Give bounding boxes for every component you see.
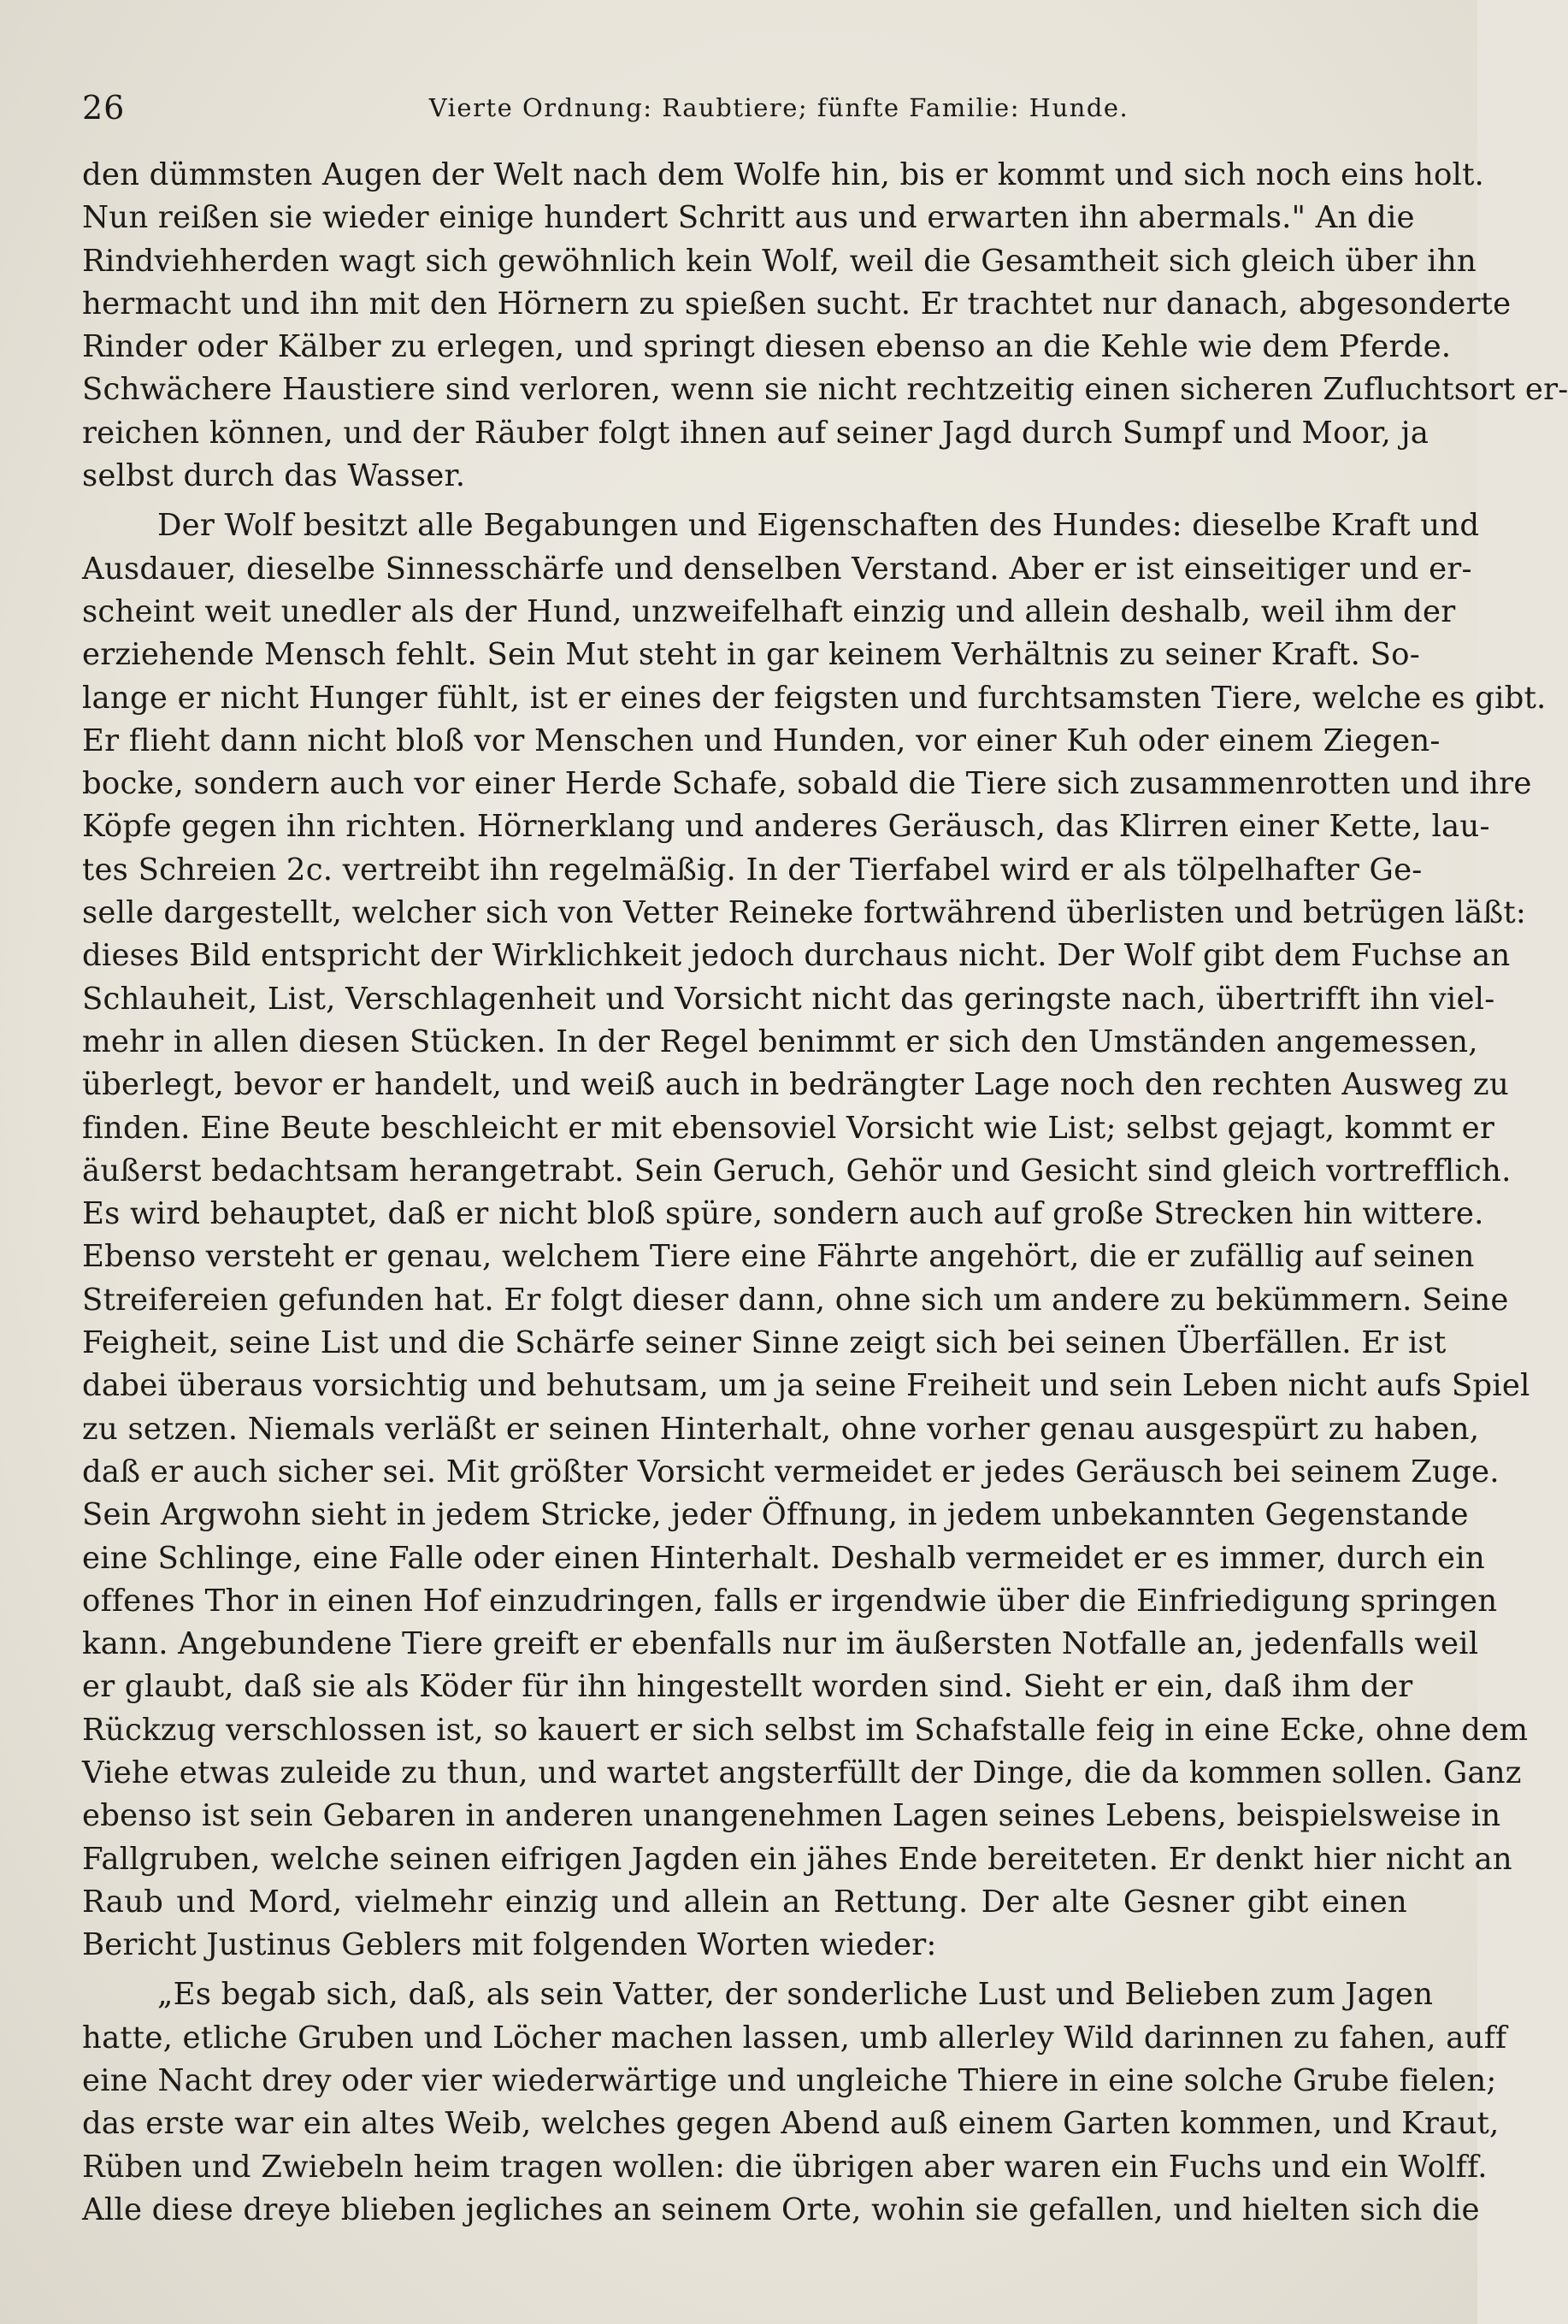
text-line: daß er auch sicher sei. Mit größter Vorsicht vermeidet er jedes Geräusch bei seinem Zuge. <box>82 1454 1500 1489</box>
text-line: Er flieht dann nicht bloß vor Menschen und Hunden, vor einer Kuh oder einem Ziegen- <box>82 723 1441 758</box>
text-line: offenes Thor in einen Hof einzudringen, falls er irgendwie über die Einfriedigung springen <box>82 1583 1498 1619</box>
text-line: Der Wolf besitzt alle Begabungen und Eigenschaften des Hundes: dieselbe Kraft und <box>157 508 1480 544</box>
text-line: Köpfe gegen ihn richten. Hörnerklang und anderes Geräusch, das Klirren einer Kette, lau- <box>82 809 1490 845</box>
text-line: Viehe etwas zuleide zu thun, und wartet angsterfüllt der Dinge, die da kommen sollen. Ganz <box>82 1755 1522 1790</box>
text-line: Feigheit, seine List und die Schärfe seiner Sinne zeigt sich bei seinen Überfällen. Er ist <box>82 1325 1447 1361</box>
paragraph-gap <box>82 1967 1407 1973</box>
page-number: 26 <box>82 89 126 127</box>
text-line: bocke, sondern auch vor einer Herde Schafe, sobald die Tiere sich zusammenrotten und ihre <box>82 766 1532 802</box>
text-line: Schlauheit, List, Verschlagenheit und Vorsicht nicht das geringste nach, übertrifft ihn viel- <box>82 981 1495 1017</box>
text-line: selle dargestellt, welcher sich von Vetter Reineke fortwährend überlisten und betrügen läßt: <box>82 895 1526 931</box>
text-line: erziehende Mensch fehlt. Sein Mut steht in gar keinem Verhältnis zu seiner Kraft. So- <box>82 637 1420 673</box>
text-line: er glaubt, daß sie als Köder für ihn hingestellt worden sind. Sieht er ein, daß ihm der <box>82 1669 1413 1705</box>
text-line: Rinder oder Kälber zu erlegen, und springt diesen ebenso an die Kehle wie dem Pferde. <box>82 329 1452 365</box>
text-line: Rückzug verschlossen ist, so kauert er sich selbst im Schafstalle feig in eine Ecke, ohne dem <box>82 1712 1529 1748</box>
text-line: den dümmsten Augen der Welt nach dem Wolfe hin, bis er kommt und sich noch eins holt. <box>82 157 1485 192</box>
text-line: Streifereien gefunden hat. Er folgt dieser dann, ohne sich um andere zu bekümmern. Seine <box>82 1282 1509 1318</box>
page-header <box>82 82 1399 133</box>
running-head: Vierte Ordnung: Raubtiere; fünfte Familie: Hunde. <box>428 93 1129 122</box>
text-line: dabei überaus vorsichtig und behutsam, um ja seine Freiheit und sein Leben nicht aufs Spiel <box>82 1368 1530 1404</box>
text-line: äußerst bedachtsam herangetrabt. Sein Geruch, Gehör und Gesicht sind gleich vortrefflich. <box>82 1153 1512 1189</box>
paragraph <box>82 1973 1507 2232</box>
text-line: das erste war ein altes Weib, welches gegen Abend auß einem Garten kommen, und Kraut, <box>82 2106 1500 2142</box>
text-line: Nun reißen sie wieder einige hundert Schritt aus und erwarten ihn abermals." An die <box>82 200 1415 236</box>
text-line: Alle diese dreye blieben jegliches an seinem Orte, wohin sie gefallen, und hielten sich die <box>82 2191 1480 2227</box>
text-line: Fallgruben, welche seinen eifrigen Jagden ein jähes Ende bereiteten. Er denkt hier nicht an <box>82 1841 1512 1877</box>
text-line: ebenso ist sein Gebaren in anderen unangenehmen Lagen seines Lebens, beispielsweise in <box>82 1798 1501 1834</box>
text-line: zu setzen. Niemals verläßt er seinen Hinterhalt, ohne vorher genau ausgespürt zu haben, <box>82 1411 1480 1447</box>
text-line: kann. Angebundene Tiere greift er ebenfalls nur im äußersten Notfalle an, jedenfalls weil <box>82 1626 1479 1662</box>
text-line: Sein Argwohn sieht in jedem Stricke, jeder Öffnung, in jedem unbekannten Gegenstande <box>82 1497 1469 1533</box>
text-line: reichen können, und der Räuber folgt ihnen auf seiner Jagd durch Sumpf und Moor, ja <box>82 415 1429 451</box>
text-line: eine Nacht drey oder vier wiederwärtige und ungleiche Thiere in eine solche Grube fielen; <box>82 2063 1497 2099</box>
text-line: Raub und Mord, vielmehr einzig und allein an Rettung. Der alte Gesner gibt einen <box>82 1884 1407 1920</box>
text-line: eine Schlinge, eine Falle oder einen Hinterhalt. Deshalb vermeidet er es immer, durch ein <box>82 1540 1485 1576</box>
text-line: tes Schreien 2c. vertreibt ihn regelmäßig. In der Tierfabel wird er als tölpelhafter Ge- <box>82 852 1423 888</box>
text-line: Ausdauer, dieselbe Sinnesschärfe und denselben Verstand. Aber er ist einseitiger und er- <box>82 551 1472 587</box>
text-line: hermacht und ihn mit den Hörnern zu spießen sucht. Er trachtet nur danach, abgesonderte <box>82 286 1512 321</box>
body-text <box>82 154 1568 2232</box>
text-line: überlegt, bevor er handelt, und weiß auch in bedrängter Lage noch den rechten Ausweg zu <box>82 1067 1509 1103</box>
text-line: Ebenso versteht er genau, welchem Tiere eine Fährte angehört, die er zufällig auf seinen <box>82 1239 1475 1275</box>
text-line: Rüben und Zwiebeln heim tragen wollen: die übrigen aber waren ein Fuchs und ein Wolff. <box>82 2149 1488 2185</box>
paragraph <box>82 154 1568 498</box>
paragraph-gap <box>82 498 1407 504</box>
text-line: Schwächere Haustiere sind verloren, wenn sie nicht rechtzeitig einen sicheren Zufluchtsort er- <box>82 372 1568 408</box>
text-line: selbst durch das Wasser. <box>82 458 466 494</box>
text-line: hatte, etliche Gruben und Löcher machen lassen, umb allerley Wild darinnen zu fahen, auff <box>82 2020 1507 2056</box>
text-line: scheint weit unedler als der Hund, unzweifelhaft einzig und allein deshalb, weil ihm der <box>82 593 1456 629</box>
paragraph <box>82 504 1547 1967</box>
text-line: Bericht Justinus Geblers mit folgenden Worten wieder: <box>82 1927 937 1963</box>
text-line: lange er nicht Hunger fühlt, ist er eines der feigsten und furchtsamsten Tiere, welche es gibt. <box>82 680 1547 716</box>
text-line: Rindviehherden wagt sich gewöhnlich kein Wolf, weil die Gesamtheit sich gleich über ihn <box>82 243 1477 279</box>
text-line: finden. Eine Beute beschleicht er mit ebensoviel Vorsicht wie List; selbst gejagt, kommt er <box>82 1110 1495 1146</box>
text-line: dieses Bild entspricht der Wirklichkeit jedoch durchaus nicht. Der Wolf gibt dem Fuchse an <box>82 938 1511 974</box>
text-line: mehr in allen diesen Stücken. In der Regel benimmt er sich den Umständen angemessen, <box>82 1023 1478 1059</box>
text-line: Es wird behauptet, daß er nicht bloß spüre, sondern auch auf große Strecken hin wittere. <box>82 1196 1484 1232</box>
text-line: „Es begab sich, daß, als sein Vatter, der sonderliche Lust und Belieben zum Jagen <box>157 1977 1434 2013</box>
